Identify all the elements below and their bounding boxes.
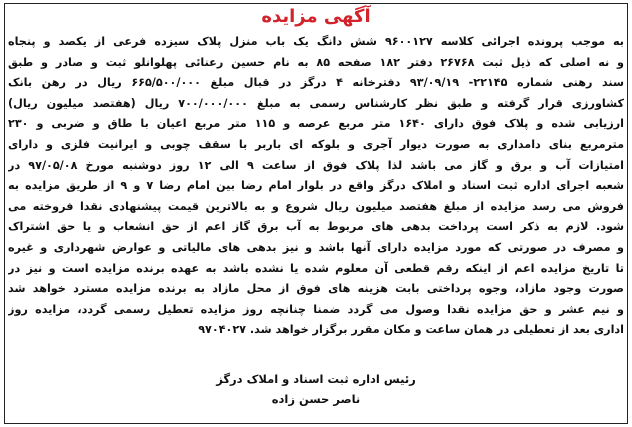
notice-line: مترمربع بنای دامداری به صورت دیوار آجری و بلوکه ای باربر با سقف چوبی و ایرانیت فلزی و دارای	[8, 137, 624, 151]
notice-line: سند رهنی شماره ۲۲۱۴۵- ۹۳/۰۹/۱۹ دفترخانه ۴ درگز در قبال مبلغ ۶۶۵/۵۰۰/۰۰۰ ریال در رهن بانک	[8, 76, 624, 90]
notice-line: تا تاریخ مزایده اعم از اینکه رقم قطعی آن معلوم شده یا نشده باشد به عهده برنده مزایده است و نیز در	[8, 261, 624, 275]
notice-line: ارزیابی شده و پلاک فوق دارای ۱۶۴۰ متر مربع عرصه و ۱۱۵ متر مربع اعیان با طاق و ضربی و ۲۳۰	[8, 117, 624, 131]
signature-office: رئیس اداره ثبت اسناد و املاک درگز	[216, 372, 416, 386]
notice-line: شعبه اجرای اداره ثبت اسناد و املاک درگز واقع در بلوار امام رضا بین امام رضا ۷ و ۹ از طریق مزایده به	[8, 179, 624, 193]
notice-line: و نیم عشر و حق مزایده نقدا وصول می گردد ضمنا چنانچه روز مزایده تعطیل رسمی گردد، مزایده روز	[8, 302, 624, 316]
notice-title: آگهی مزایده	[261, 6, 371, 27]
notice-line: امتیازات آب و برق و گاز می باشد لذا پلاک فوق از ساعت ۹ الی ۱۲ روز دوشنبه مورخ ۹۷/۰۵/۰۸ در	[8, 158, 624, 172]
notice-line: به موجب پرونده اجرائی کلاسه ۹۶۰۰۱۲۷ شش دانگ یک باب منزل پلاک سیزده فرعی از یکصد و پنجاه	[8, 35, 624, 48]
notice-line: فروش می رسد مزایده از مبلغ هفتصد میلیون ریال شروع و به بالاترین قیمت پیشنهادی نقدا فروخته می	[8, 199, 624, 213]
notice-line: و نه اصلی که ذیل ثبت ۲۶۷۶۸ دفتر ۱۸۲ صفحه ۸۵ به نام حسین رعنائی پهلوانلو ثبت و صادر و طبق	[8, 55, 624, 69]
signature-name: ناصر حسن زاده	[271, 392, 361, 406]
notice-line: شود. لازم به ذکر است پرداخت بدهی های مربوط به آب برق گاز اعم از حق انشعاب و یا حق اشتراک	[8, 220, 624, 234]
notice-line: صورت وجود مازاد، وجوه پرداختی بابت هزینه های فوق از محل مازاد به برنده مزایده مسترد خواهد شد	[8, 282, 624, 296]
signature-block	[0, 369, 632, 409]
notice-line: کشاورزی قرار گرفته و طبق نظر کارشناس رسمی به مبلغ ۷۰۰/۰۰۰/۰۰۰ ریال (هفتصد میلیون ریال)	[8, 96, 624, 110]
notice-line: و مصرف در صورتی که مورد مزایده دارای آنها باشد و نیز بدهی های مالیاتی و عوارض شهرداری و غیره	[8, 240, 624, 254]
notice-body	[8, 32, 624, 341]
notice-line: اداری بعد از تعطیلی در همان ساعت و مکان مقرر برگزار خواهد شد. ۹۷۰۴۰۲۷	[198, 323, 624, 337]
